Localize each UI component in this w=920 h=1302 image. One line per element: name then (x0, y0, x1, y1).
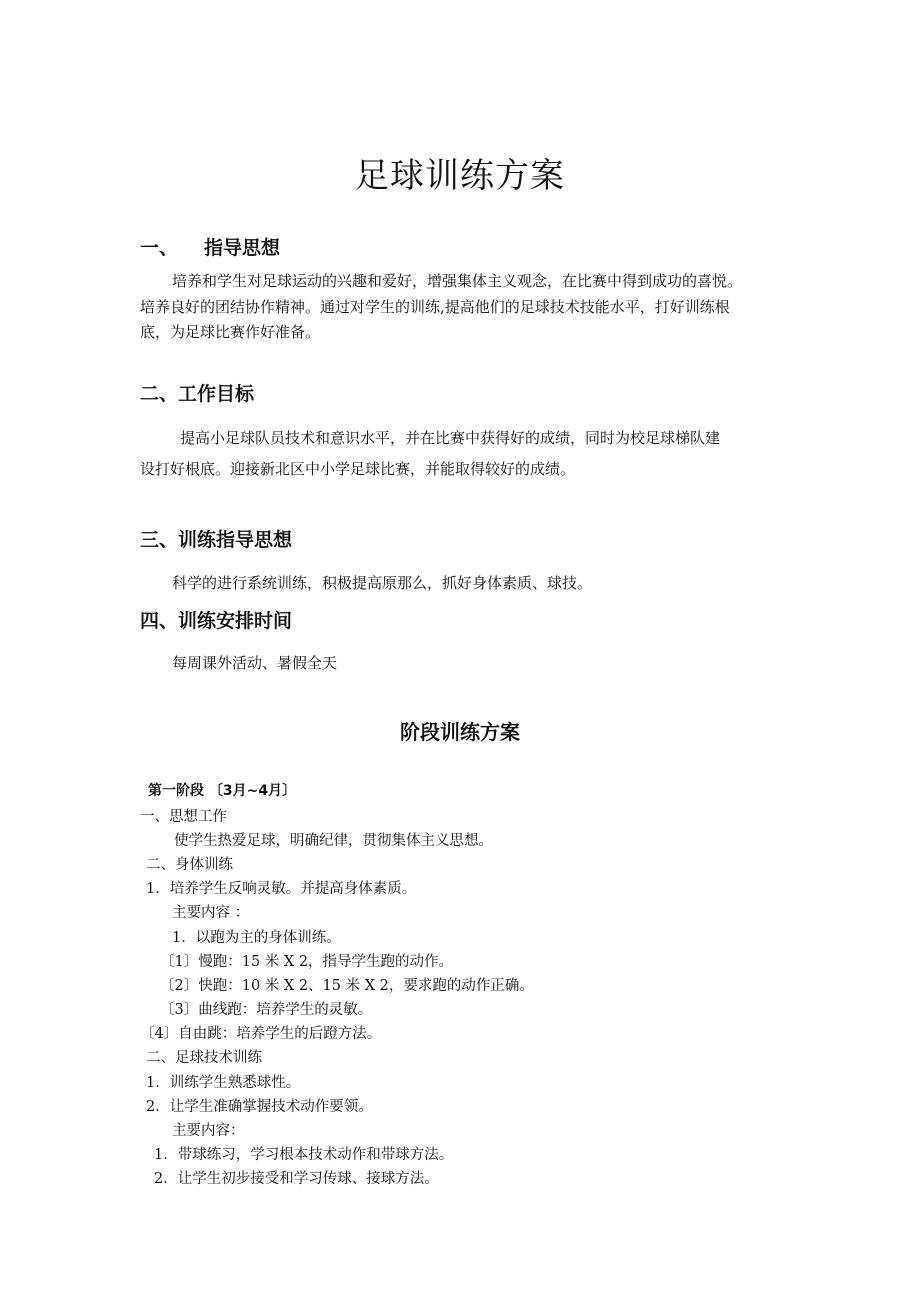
section-4-heading: 四、训练安排时间 (140, 610, 293, 632)
section-3-line-1: 科学的进行系统训练，积极提高原那么，抓好身体素质、球技。 (172, 574, 593, 592)
section-4-line-1: 每周课外活动、暑假全天 (172, 654, 338, 672)
stage-1-item: 〔3〕曲线跑：培养学生的灵敏。 (160, 1002, 373, 1018)
stage-1-item: 2．让学生准确掌握技术动作要领。 (146, 1099, 373, 1115)
stage-1-item: 1．以跑为主的身体训练。 (172, 930, 341, 946)
stage-1-item: 主要内容 ： (172, 905, 250, 921)
stage-1-item: 二、足球技术训练 (146, 1050, 262, 1066)
section-1-number: 一、 (140, 237, 179, 259)
stage-1-item: 1．培养学生反响灵敏。并提高身体素质。 (146, 881, 417, 897)
stage-1-item: 1．带球练习，学习根本技术动作和带球方法。 (154, 1147, 454, 1163)
stage-1-item: 一、思想工作 (140, 809, 227, 825)
stage-1-label: 第一阶段 〔3月~4月〕 (148, 783, 297, 799)
section-1-heading: 指导思想 (204, 237, 281, 259)
section-2-heading: 二、工作目标 (140, 383, 255, 405)
stage-1-item: 1．训练学生熟悉球性。 (146, 1075, 301, 1091)
section-2-line-1: 提高小足球队员技术和意识水平，并在比赛中获得好的成绩，同时为校足球梯队建 (180, 429, 721, 447)
stage-1-item: 二、身体训练 (146, 857, 233, 873)
section-1-line-3: 底，为足球比赛作好准备。 (140, 323, 321, 341)
stage-1-item: 主要内容： (172, 1123, 245, 1139)
stage-1-item: 〔4〕自由跳：培养学生的后蹬方法。 (140, 1026, 382, 1042)
stage-plan-title: 阶段训练方案 (400, 720, 520, 744)
document-title: 足球训练方案 (355, 156, 565, 196)
section-1-line-2: 培养良好的团结协作精神。通过对学生的训练,提高他们的足球技术技能水平，打好训练根 (140, 298, 730, 316)
stage-1-item: 〔1〕慢跑：15 米 X 2，指导学生跑的动作。 (160, 954, 454, 970)
section-3-heading: 三、训练指导思想 (140, 529, 293, 551)
section-1-line-1: 培养和学生对足球运动的兴趣和爱好，增强集体主义观念，在比赛中得到成功的喜悦。 (172, 272, 743, 290)
section-2-line-2: 设打好根底。迎接新北区中小学足球比赛，并能取得较好的成绩。 (140, 460, 576, 478)
stage-1-item: 使学生热爱足球，明确纪律，贯彻集体主义思想。 (174, 833, 493, 849)
stage-1-item: 2．让学生初步接受和学习传球、接球方法。 (154, 1171, 439, 1187)
stage-1-item: 〔2〕快跑：10 米 X 2、15 米 X 2，要求跑的动作正确。 (160, 978, 534, 994)
